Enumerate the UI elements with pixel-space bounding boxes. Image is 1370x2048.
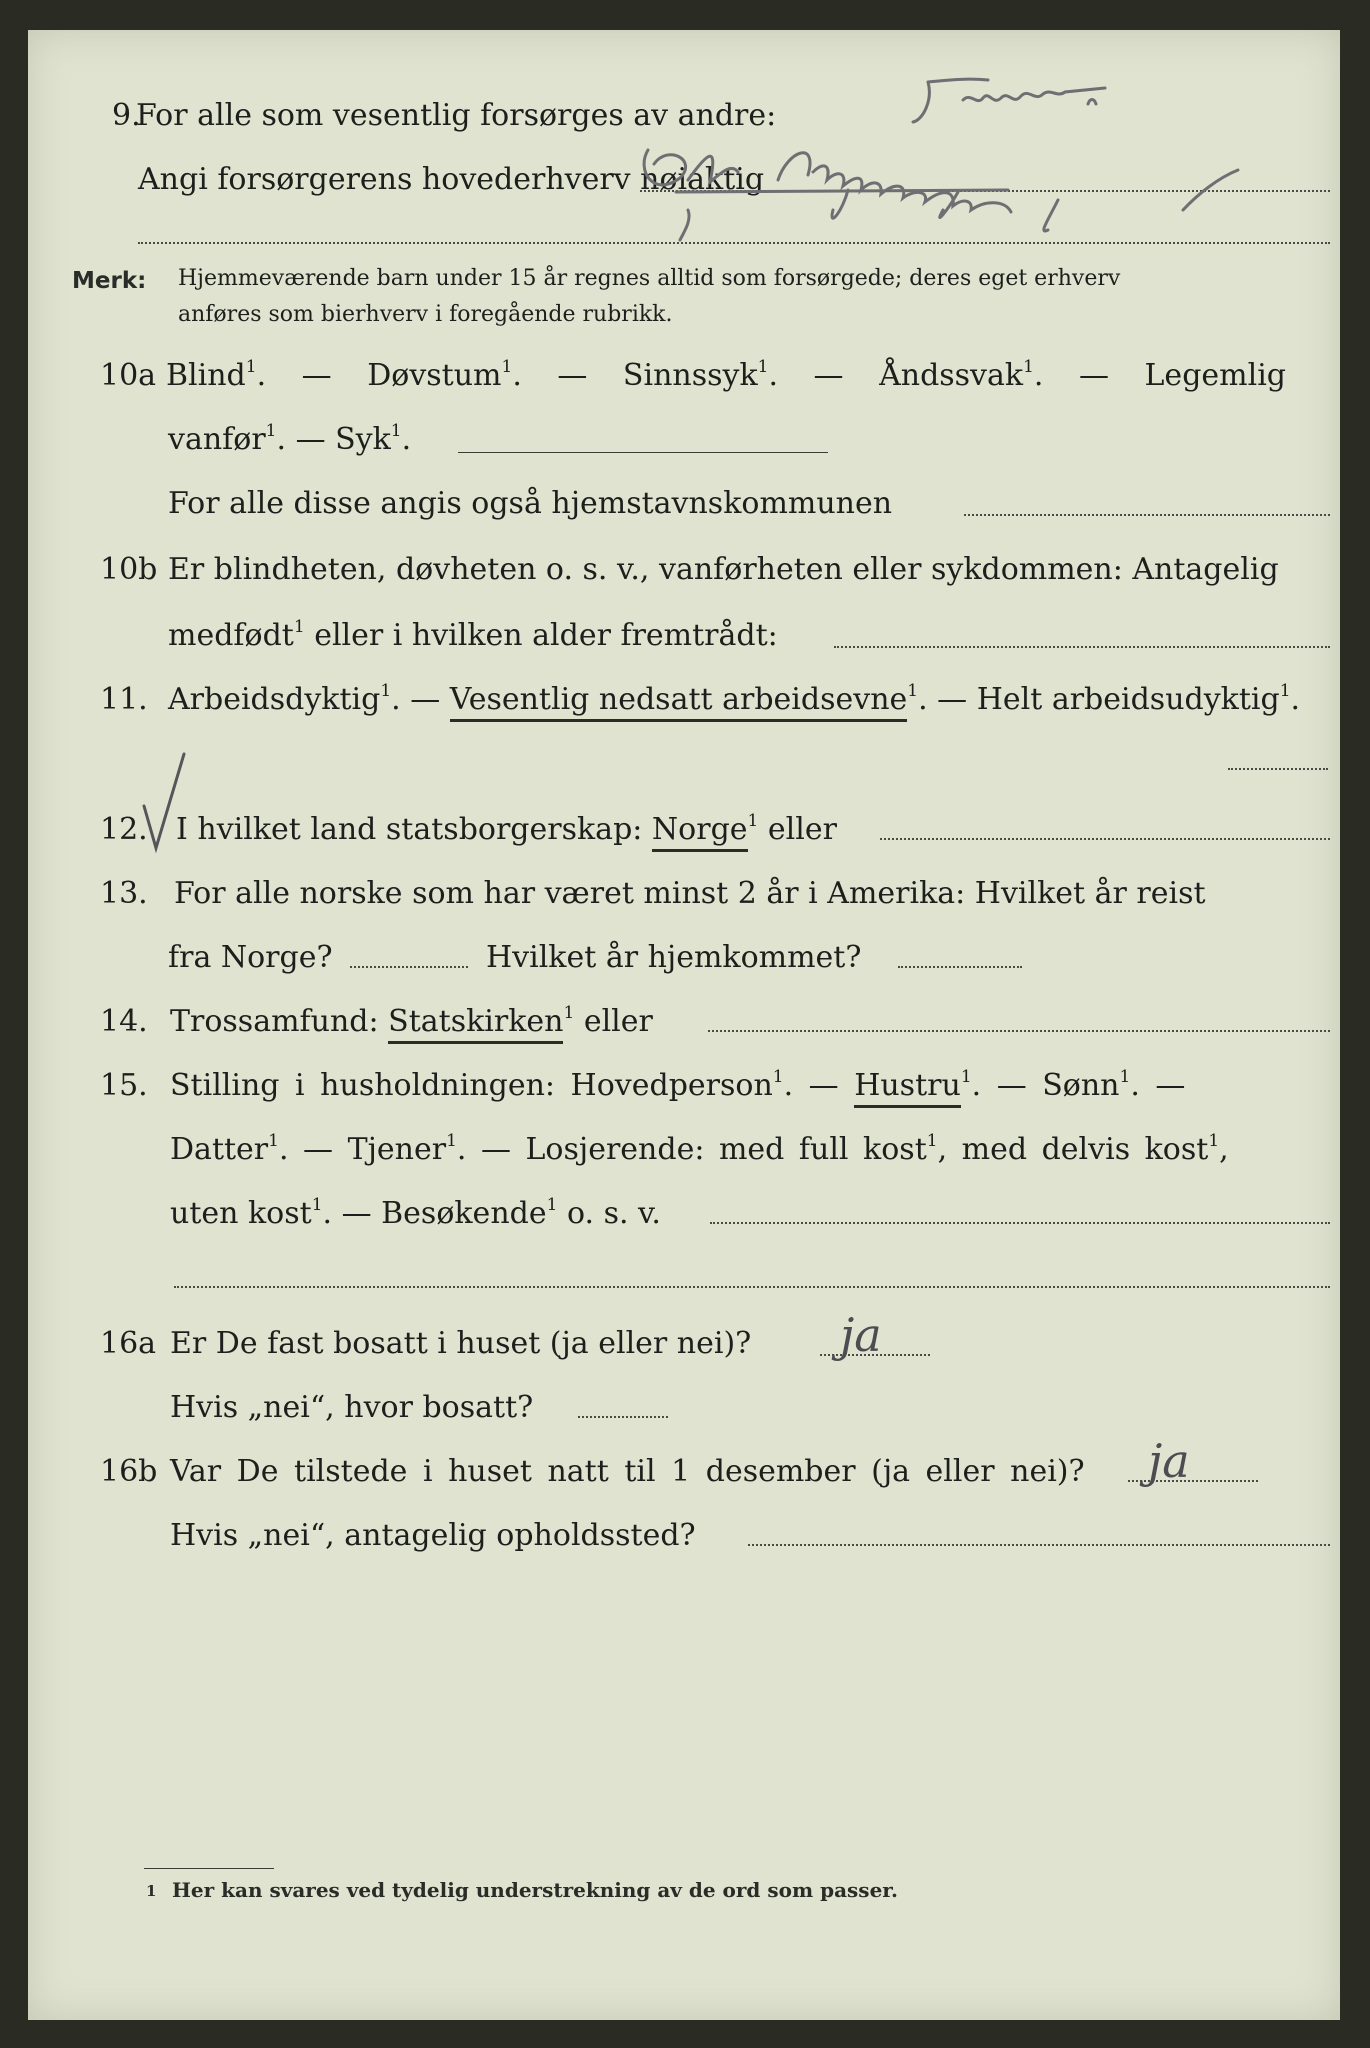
q13-line1: For alle norske som har været minst 2 år i Amerika: Hvilket år reist — [174, 876, 1206, 911]
q10a-line1: Blind$^1$. — Døvstum$^1$. — Sinnssyk$^1$. — Åndssvak$^1$. — Legemlig — [166, 357, 1286, 393]
q9-line1: For alle som vesentlig forsørges av andre: — [136, 98, 777, 133]
q15-line1: Stilling i husholdningen: Hovedperson$^1$. — Hustru$^1$. — Sønn$^1$. — — [170, 1068, 1185, 1103]
footnote-text: Her kan svares ved tydelig understrekning av de ord som passer. — [172, 1878, 898, 1902]
q16b-line1: Var De tilstede i huset natt til 1 desember (ja eller nei)? — [170, 1454, 1085, 1489]
option-syk: . — Syk — [276, 422, 391, 457]
q13-line2b: Hvilket år hjemkommet? — [486, 940, 862, 975]
q11-tail-dots — [1228, 768, 1328, 770]
q16a-line1: Er De fast bosatt i huset (ja eller nei)? — [170, 1326, 752, 1361]
q9-line2: Angi forsørgerens hovederhverv nøiaktig — [138, 162, 765, 197]
merk-label: Merk: — [72, 268, 147, 294]
option-dovstum: . — Døvstum — [256, 358, 502, 393]
q12-line: I hvilket land statsborgerskap: Norge$^1$ eller — [176, 812, 837, 847]
q15-line3: uten kost$^1$. — Besøkende$^1$ o. s. v. — [170, 1195, 661, 1231]
hjemkommet-field[interactable] — [898, 966, 1022, 968]
q12-selected-option: Norge — [652, 812, 748, 852]
hjemstavn-field[interactable] — [964, 514, 1330, 516]
q10a-answer-field[interactable] — [458, 452, 828, 453]
q14-selected-option: Statskirken — [388, 1004, 563, 1044]
q15-number: 15. — [100, 1068, 148, 1103]
q15-extra-line — [174, 1286, 1330, 1288]
footnote-rule — [144, 1868, 274, 1869]
q15-answer-field[interactable] — [710, 1222, 1330, 1224]
option-andssvak: . — Åndssvak — [768, 358, 1024, 393]
option-vanfor: vanfør — [168, 422, 266, 457]
option-sinnssyk: . — Sinnssyk — [512, 358, 758, 393]
footnote-mark: 1 — [146, 1882, 157, 1900]
merk-line1: Hjemmeværende barn under 15 år regnes alltid som forsørgede; deres eget erhverv — [178, 266, 1121, 291]
handwritten-occupation-signature — [628, 60, 1348, 250]
q16b-number: 16b — [100, 1454, 158, 1489]
opholdssted-field[interactable] — [748, 1544, 1330, 1546]
q14-answer-field[interactable] — [708, 1030, 1330, 1032]
q12-answer-field[interactable] — [880, 838, 1330, 840]
q13-line2a: fra Norge? — [168, 940, 333, 975]
q10a-number: 10a — [100, 358, 157, 393]
q16a-line2: Hvis „nei“, hvor bosatt? — [170, 1390, 534, 1425]
q11-line: Arbeidsdyktig$^1$. — Vesentlig nedsatt arbeidsevne$^1$. — Helt arbeidsudyktig$^1$. — [168, 682, 1300, 717]
q11-number: 11. — [100, 682, 148, 717]
q10a-line2: vanfør$^1$. — Syk$^1$. — [168, 421, 412, 457]
bosatt-field[interactable] — [578, 1416, 668, 1418]
q16b-handwritten-answer: ja — [1148, 1434, 1190, 1488]
q11-selected-option: Vesentlig nedsatt arbeidsevne — [450, 682, 908, 722]
q10b-line1: Er blindheten, døvheten o. s. v., vanførheten eller sykdommen: Antagelig — [168, 552, 1279, 587]
q10b-answer-field[interactable] — [834, 646, 1330, 648]
option-legemlig: . — Legemlig — [1033, 358, 1286, 393]
q9-number: 9. — [112, 98, 141, 133]
q16a-number: 16a — [100, 1326, 157, 1361]
q15-selected-option: Hustru — [854, 1068, 961, 1108]
q9-separator — [138, 242, 1330, 244]
merk-line2: anføres som bierhverv i foregående rubrikk. — [178, 302, 673, 327]
q16a-handwritten-answer: ja — [840, 1308, 882, 1362]
q12-number: 12. — [100, 812, 148, 847]
q16b-line2: Hvis „nei“, antagelig opholdssted? — [170, 1518, 696, 1553]
q14-line: Trossamfund: Statskirken$^1$ eller — [170, 1004, 653, 1039]
q10b-line2: medfødt$^1$ eller i hvilken alder fremtrådt: — [168, 617, 778, 653]
q14-number: 14. — [100, 1004, 148, 1039]
option-blind: Blind — [166, 358, 246, 393]
q10a-line3: For alle disse angis også hjemstavnskommunen — [168, 486, 893, 521]
census-form-page — [28, 30, 1340, 2020]
reist-field[interactable] — [350, 966, 468, 968]
q15-line2: Datter$^1$. — Tjener$^1$. — Losjerende: med full kost$^1$, med delvis kost$^1$, — [170, 1131, 1229, 1167]
q13-number: 13. — [100, 876, 148, 911]
q10b-number: 10b — [100, 552, 158, 587]
